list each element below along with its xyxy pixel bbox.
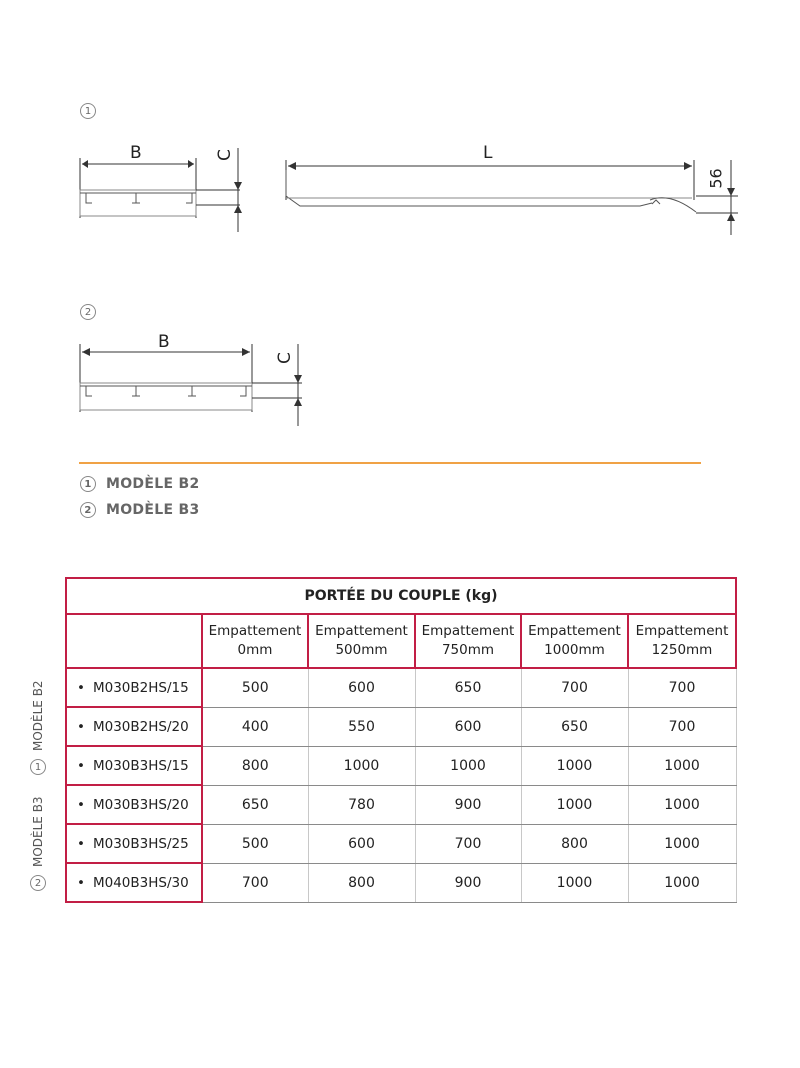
table-title: PORTÉE DU COUPLE (kg)	[66, 578, 736, 614]
model-cell	[66, 707, 202, 746]
side-text: MODÈLE B2	[31, 680, 45, 751]
value-cell: 600	[308, 668, 415, 707]
fig1-dim-l: L	[483, 143, 493, 163]
value-cell: 650	[415, 668, 521, 707]
callout-1: 1	[80, 103, 96, 119]
model-name: M040B3HS/30	[92, 874, 189, 891]
fig2-dim-b: B	[158, 332, 170, 352]
model-cell	[66, 785, 202, 824]
value-cell: 650	[521, 707, 628, 746]
value-cell: 500	[202, 824, 308, 863]
value-cell: 700	[628, 707, 736, 746]
value-cell: 900	[415, 863, 521, 902]
value-cell: 1000	[521, 746, 628, 785]
model-cell	[66, 863, 202, 902]
model-cell	[66, 746, 202, 785]
header-cell	[415, 614, 521, 668]
header-line1: Empattement	[635, 623, 729, 639]
header-line2: 750mm	[441, 642, 495, 658]
value-cell: 700	[415, 824, 521, 863]
fig2-cross-section	[80, 344, 302, 426]
table-row	[66, 746, 736, 785]
value-cell: 780	[308, 785, 415, 824]
value-cell: 550	[308, 707, 415, 746]
value-cell: 1000	[628, 785, 736, 824]
header-line1: Empattement	[528, 623, 621, 639]
value-cell: 500	[202, 668, 308, 707]
legend-label: MODÈLE B3	[106, 502, 200, 518]
table-row	[66, 785, 736, 824]
bullet: •	[77, 718, 85, 735]
side-text: MODÈLE B3	[31, 796, 45, 867]
value-cell: 800	[308, 863, 415, 902]
header-line1: Empattement	[208, 623, 302, 639]
header-blank	[66, 614, 202, 668]
value-cell: 600	[308, 824, 415, 863]
value-cell: 1000	[521, 785, 628, 824]
fig1-dim-c: C	[214, 149, 235, 161]
table-header-row	[66, 614, 736, 668]
value-cell: 1000	[628, 863, 736, 902]
bullet: •	[77, 679, 85, 696]
legend-item-b2	[80, 476, 200, 492]
header-line2: 500mm	[335, 642, 388, 658]
table-row	[66, 668, 736, 707]
technical-drawing	[0, 0, 800, 440]
table-row	[66, 824, 736, 863]
value-cell: 700	[628, 668, 736, 707]
model-name: M030B2HS/20	[92, 718, 189, 735]
value-cell: 900	[415, 785, 521, 824]
header-cell	[628, 614, 736, 668]
bullet: •	[77, 874, 85, 891]
table-row	[66, 863, 736, 902]
table-row	[66, 707, 736, 746]
side-num: 2	[30, 875, 46, 891]
model-name: M030B2HS/15	[92, 679, 189, 696]
fig1-side-view	[286, 160, 738, 235]
value-cell: 400	[202, 707, 308, 746]
bullet: •	[77, 757, 85, 774]
value-cell: 700	[202, 863, 308, 902]
header-line2: 1000mm	[544, 642, 605, 658]
load-capacity-table	[65, 577, 737, 903]
model-name: M030B3HS/15	[92, 757, 189, 774]
bullet: •	[77, 796, 85, 813]
header-cell	[308, 614, 415, 668]
model-cell	[66, 824, 202, 863]
legend-num: 1	[80, 476, 96, 492]
value-cell: 1000	[628, 746, 736, 785]
header-line1: Empattement	[315, 623, 408, 639]
header-cell	[202, 614, 308, 668]
bullet: •	[77, 835, 85, 852]
header-line1: Empattement	[421, 623, 515, 639]
header-line2: 1250mm	[651, 642, 713, 658]
fig1-dim-height: 56	[706, 168, 726, 189]
value-cell: 800	[202, 746, 308, 785]
model-name: M030B3HS/25	[92, 835, 189, 852]
model-name: M030B3HS/20	[92, 796, 189, 813]
side-label-b3	[30, 796, 46, 891]
fig1-dim-b: B	[130, 143, 142, 163]
value-cell: 1000	[628, 824, 736, 863]
value-cell: 700	[521, 668, 628, 707]
header-cell	[521, 614, 628, 668]
callout-2: 2	[80, 304, 96, 320]
model-cell	[66, 668, 202, 707]
legend-num: 2	[80, 502, 96, 518]
value-cell: 1000	[415, 746, 521, 785]
value-cell: 1000	[521, 863, 628, 902]
legend-label: MODÈLE B2	[106, 476, 200, 492]
value-cell: 650	[202, 785, 308, 824]
orange-divider	[79, 462, 701, 464]
legend-item-b3	[80, 502, 200, 518]
side-num: 1	[30, 759, 46, 775]
fig2-dim-c: C	[274, 352, 295, 364]
value-cell: 600	[415, 707, 521, 746]
side-label-b2	[30, 680, 46, 775]
header-line2: 0mm	[237, 642, 273, 658]
value-cell: 1000	[308, 746, 415, 785]
value-cell: 800	[521, 824, 628, 863]
